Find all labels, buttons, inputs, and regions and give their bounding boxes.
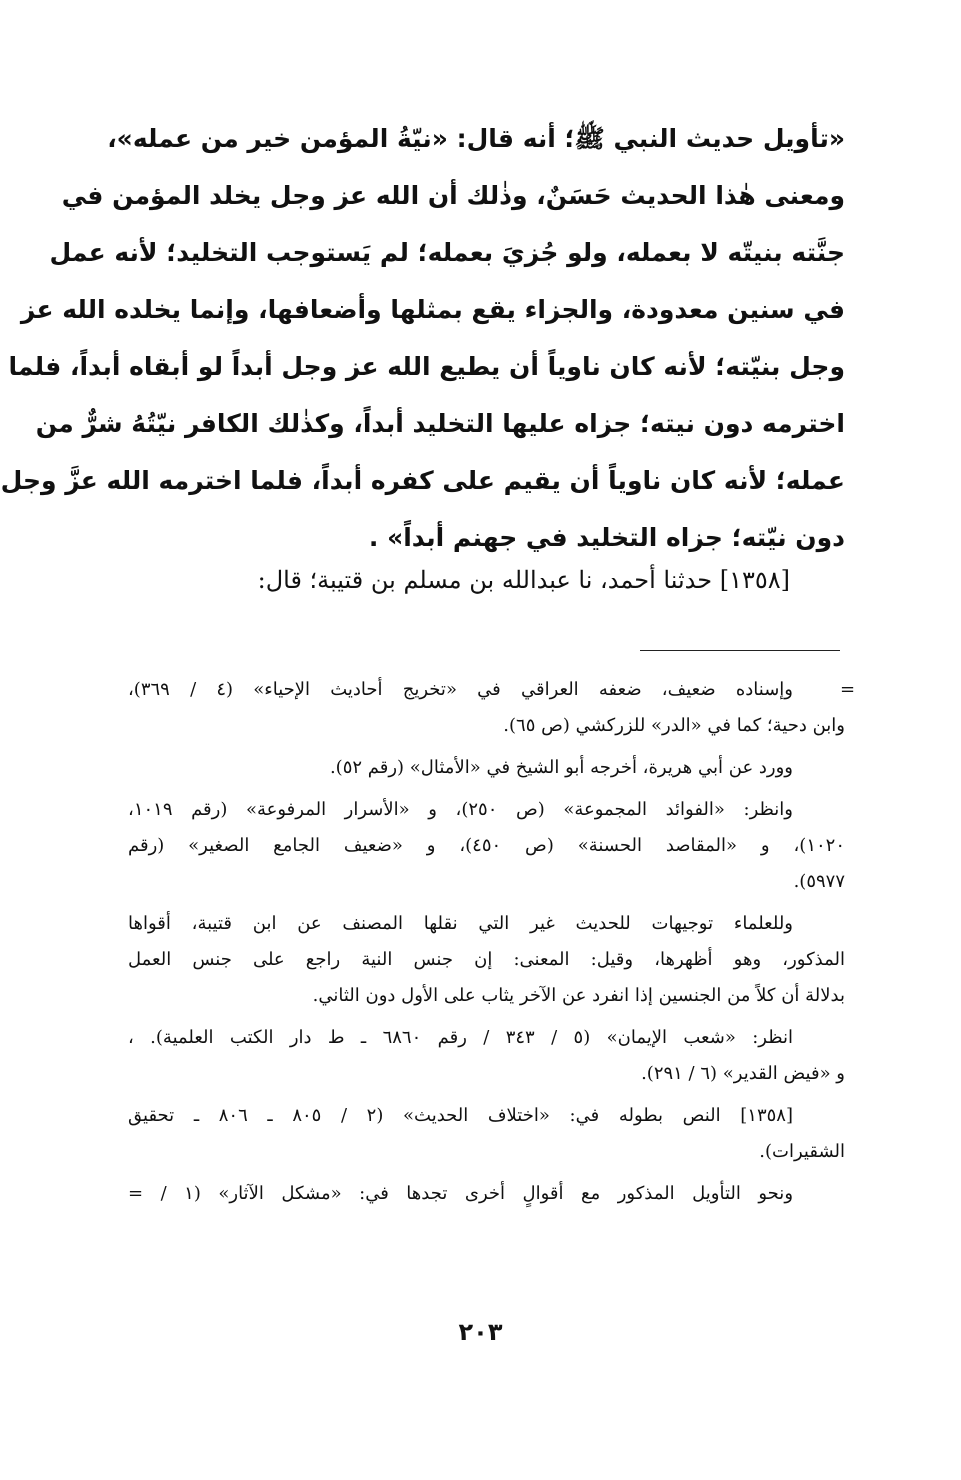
footnote-line: [١٣٥٨] النص بطوله في: «اختلاف الحديث» (٢ / ٨٠٥ ـ ٨٠٦ ـ تحقيق: [128, 1105, 793, 1126]
footnote-line: بدلالة أن كلاً من الجنسين إذا انفرد عن الآخر يثاب على الأول دون الثاني.: [312, 985, 845, 1006]
main-text-line: «تأويل حديث النبي ﷺ؛ أنه قال: «نيّةُ المؤمن خير من عمله»،: [107, 124, 845, 153]
isnad-line: [١٣٥٨] حدثنا أحمد، نا عبدالله بن مسلم بن قتيبة؛ قال:: [257, 566, 790, 594]
footnote-line: وإسناده ضعيف، ضعفه العراقي في «تخريج أحاديث الإحياء» (٤ / ٣٦٩)،: [128, 679, 793, 700]
footnote-line: انظر: «شعب الإيمان» (٥ / ٣٤٣ / رقم ٦٨٦٠ ـ ط دار الكتب العلمية). ،: [128, 1027, 793, 1048]
footnote-line: المذكور، وهو أظهرها، وقيل: المعنى: إن جنس النية راجع على جنس العمل: [128, 949, 845, 970]
footnote-line: وورد عن أبي هريرة، أخرجه أبو الشيخ في «الأمثال» (رقم ٥٢).: [329, 757, 793, 778]
footnote-line: وابن دحية؛ كما في «الدر» للزركشي (ص ٦٥).: [503, 715, 845, 736]
footnote-line: الشقيرات).: [759, 1141, 845, 1162]
footnote-separator: [640, 650, 840, 651]
main-text-line: اخترمه دون نيته؛ جزاه عليها التخليد أبداً، وكذٰلك الكافر نيّتُهُ شرٌّ من: [35, 409, 845, 438]
main-text-line: وجل بنيّته؛ لأنه كان ناوياً أن يطيع الله عز وجل أبداً لو أبقاه أبداً، فلما: [8, 352, 845, 381]
footnote-line: ٥٩٧٧).: [793, 871, 845, 892]
main-text-line: دون نيّته؛ جزاه التخليد في جهنم أبداً» .: [368, 523, 845, 552]
page-number: ٢٠٣: [458, 1318, 503, 1346]
footnote-line: وللعلماء توجيهات للحديث غير التي نقلها المصنف عن ابن قتيبة، أقواها: [128, 913, 793, 934]
main-text-line: في سنين معدودة، والجزاء يقع بمثلها وأضعافها، وإنما يخلده الله عز: [20, 295, 845, 324]
footnote-line: وانظر: «الفوائد المجموعة» (ص ٢٥٠)، و «الأسرار المرفوعة» (رقم ١٠١٩،: [128, 799, 793, 820]
main-text-line: جنَّته بنيتّه لا بعمله، ولو جُزيَ بعمله؛ لم يَستوجب التخليد؛ لأنه عمل: [49, 238, 845, 267]
main-text-line: عمله؛ لأنه كان ناوياً أن يقيم على كفره أبداً، فلما اخترمه الله عزَّ وجل: [0, 466, 845, 495]
footnotes: [128, 672, 845, 1212]
main-text-line: ومعنى هٰذا الحديث حَسَنٌ، وذٰلك أن الله عز وجل يخلد المؤمن في: [61, 181, 845, 210]
footnote-line: ونحو التأويل المذكور مع أقوالٍ أخرى تجدها في: «مشكل الآثار» (١ / =: [128, 1183, 794, 1204]
footnote-line: و «فيض القدير» (٦ / ٢٩١).: [641, 1063, 845, 1084]
footnote-continuation-marker: =: [840, 679, 856, 700]
main-text: [0, 110, 845, 566]
footnote-line: ١٠٢٠)، و «المقاصد الحسنة» (ص ٤٥٠)، و «ضعيف الجامع الصغير» (رقم: [128, 835, 845, 856]
